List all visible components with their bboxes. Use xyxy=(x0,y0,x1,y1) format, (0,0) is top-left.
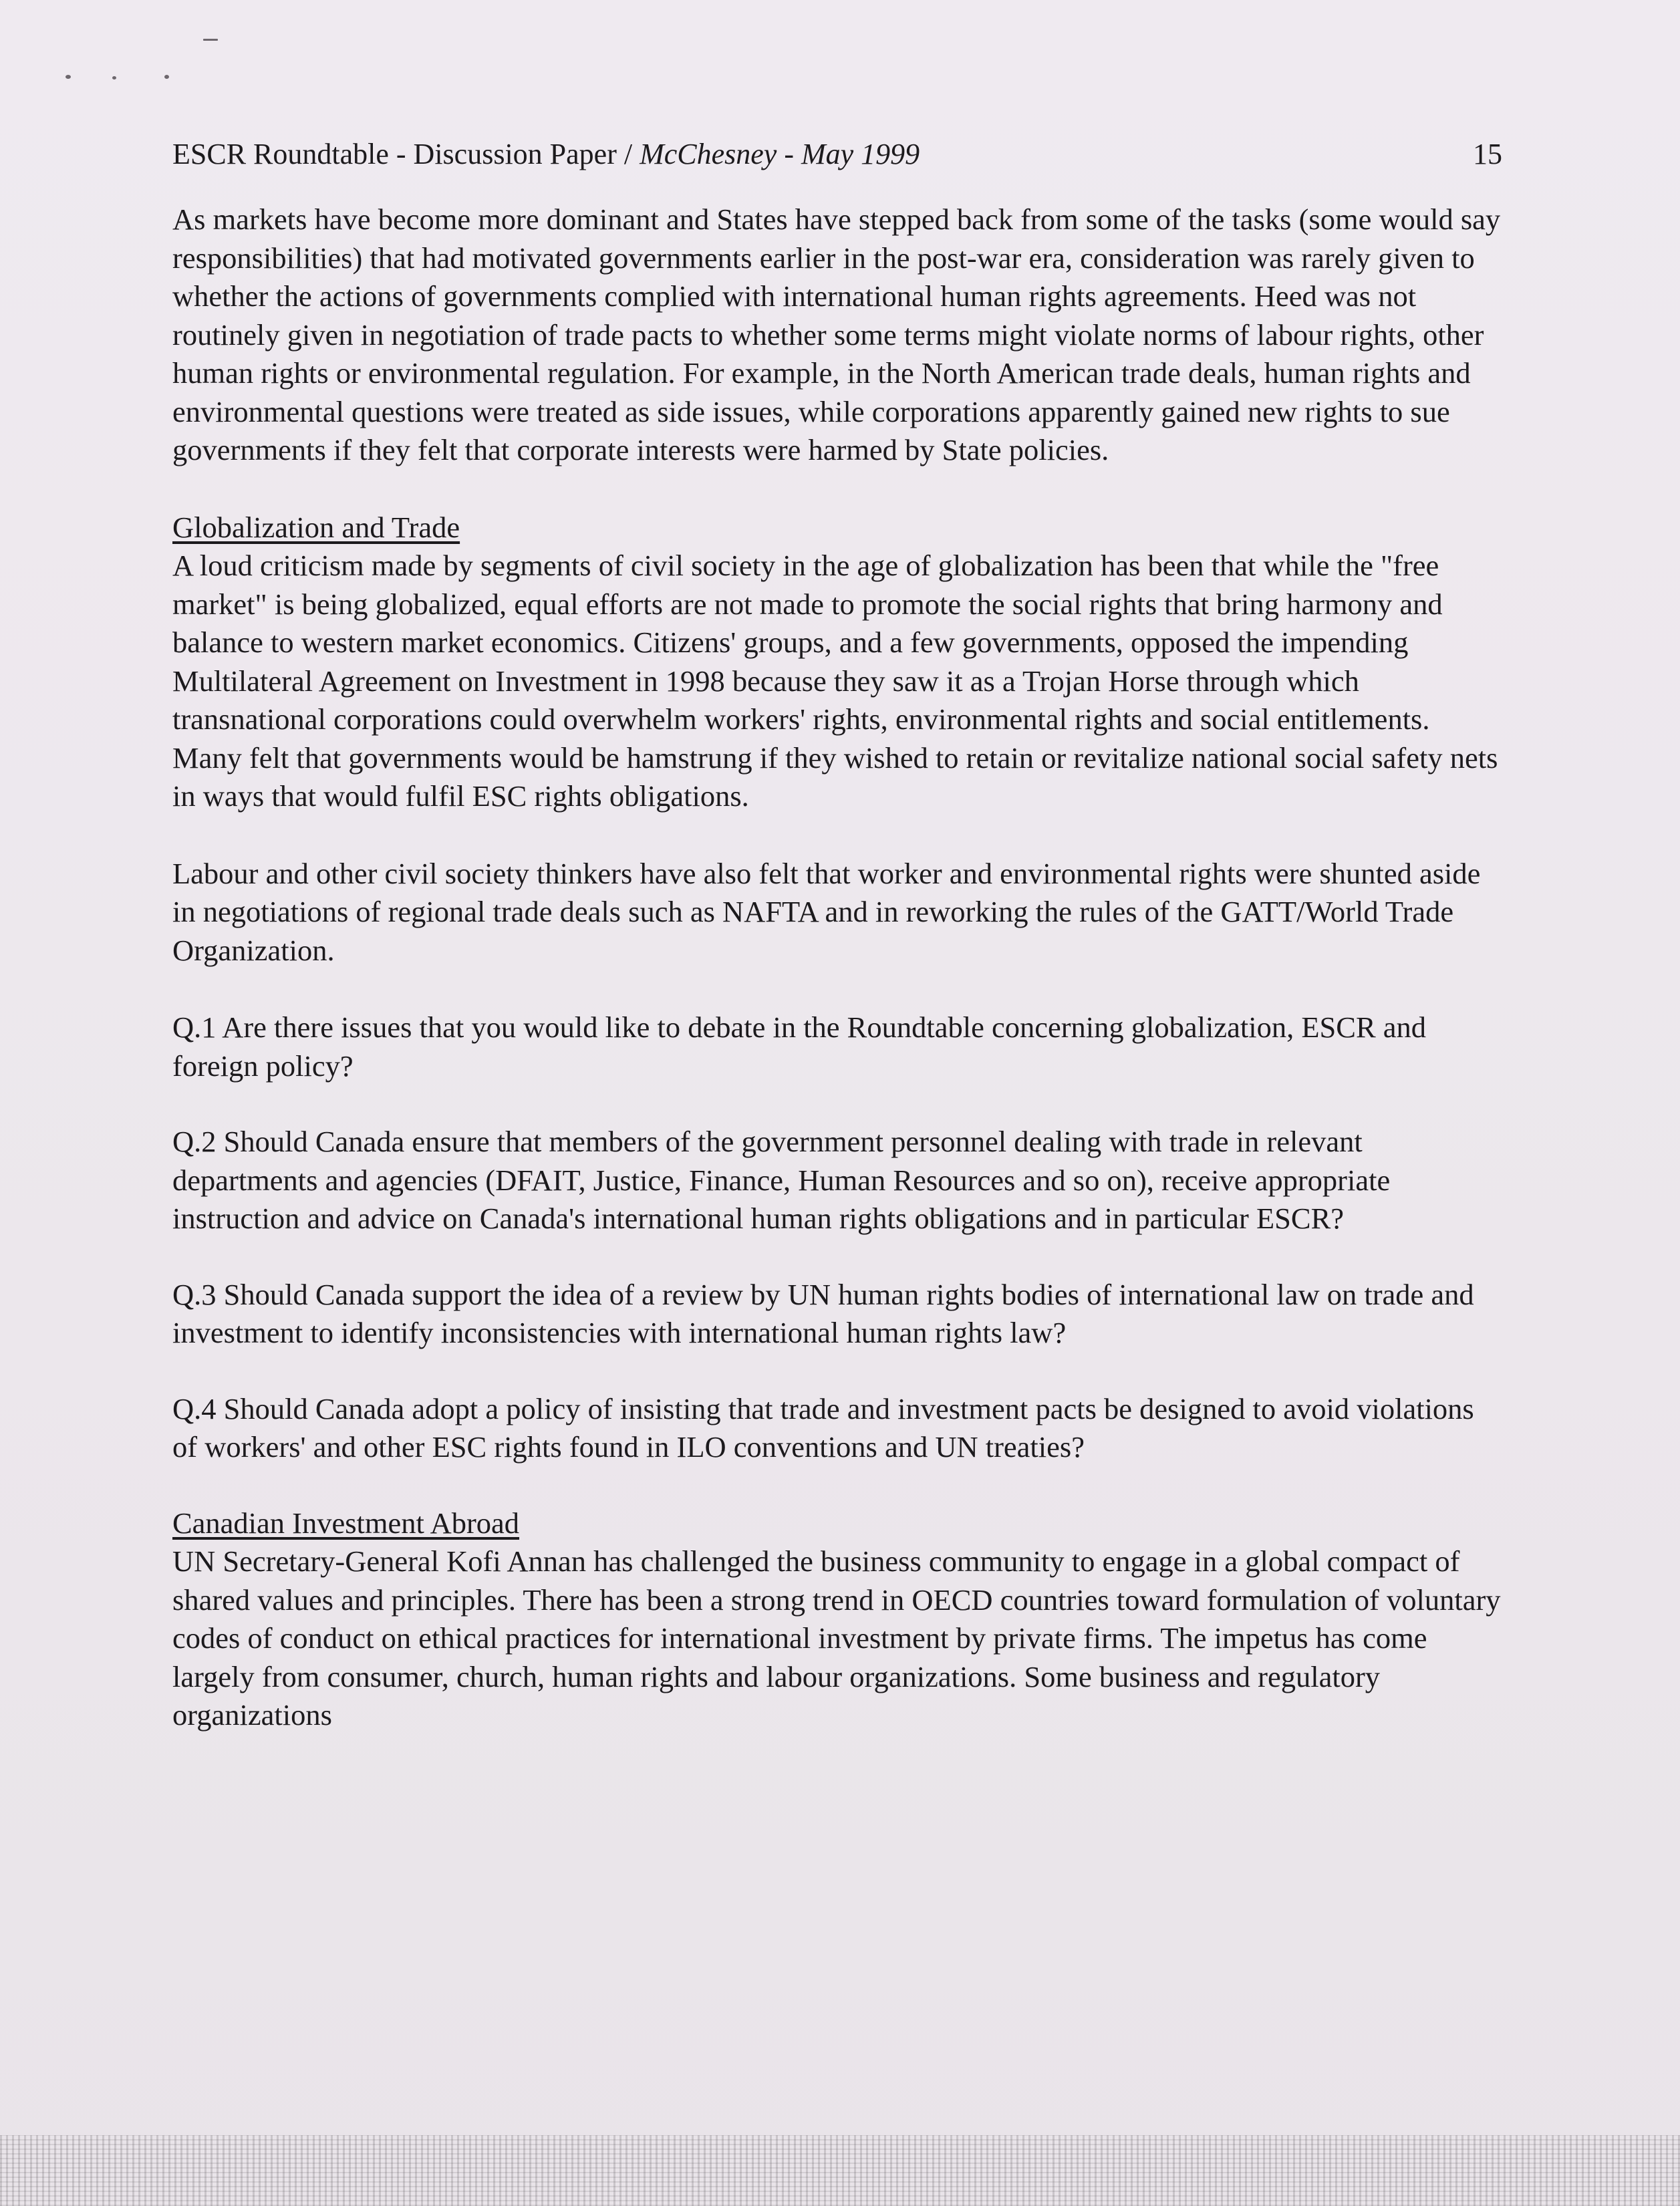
question-4: Q.4 Should Canada adopt a policy of insisting that trade and investment pacts be designed to avoid violations of workers' and other ESC rights found in ILO conventions and UN treaties? xyxy=(172,1391,1474,1464)
running-title-author-date: McChesney - May 1999 xyxy=(640,138,920,170)
page-header xyxy=(172,131,1502,178)
scan-speck xyxy=(65,75,71,79)
scan-speck xyxy=(164,75,169,79)
scan-speck xyxy=(203,39,218,41)
scan-noise-strip xyxy=(0,2135,1680,2206)
running-title xyxy=(172,131,920,178)
labour-paragraph: Labour and other civil society thinkers have also felt that worker and environmental rights were shunted aside in negotiations of regional trade deals such as NAFTA and in reworking the rules of the GATT/World Trade Organization. xyxy=(172,856,1481,967)
page-number: 15 xyxy=(1473,138,1502,170)
section-heading-globalization: Globalization and Trade xyxy=(172,510,460,544)
investment-paragraph: UN Secretary-General Kofi Annan has challenged the business community to engage in a global compact of shared values and principles. There has been a strong trend in OECD countries toward formulation of voluntary codes of conduct on ethical practices for international investment by private firms. The impetus has come largely from consumer, church, human rights and labour organizations. Some business and regulatory organizations xyxy=(172,1544,1501,1732)
section-heading-investment: Canadian Investment Abroad xyxy=(172,1506,520,1540)
running-title-text: ESCR Roundtable - Discussion Paper / xyxy=(172,138,640,170)
document-body xyxy=(172,200,1502,1735)
question-1: Q.1 Are there issues that you would like to debate in the Roundtable concerning globalization, ESCR and foreign policy? xyxy=(172,1010,1427,1083)
intro-paragraph: As markets have become more dominant and States have stepped back from some of the tasks (some would say responsibilities) that had motivated governments earlier in the post-war era, consideration was rarely given to whether the actions of governments complied with international human rights agreements. Heed was not routinely given in negotiation of trade pacts to whether some terms might violate norms of labour rights, other human rights or environmental regulation. For example, in the North American trade deals, human rights and environmental questions were treated as side issues, while corporations apparently gained new rights to sue governments if they felt that corporate interests were harmed by State policies. xyxy=(172,202,1501,466)
globalization-paragraph: A loud criticism made by segments of civil society in the age of globalization has been that while the "free market" is being globalized, equal efforts are not made to promote the social rights that bring harmony and balance to western market economics. Citizens' groups, and a few governments, opposed the impending Multilateral Agreement on Investment in 1998 because they saw it as a Trojan Horse through which transnational corporations could overwhelm workers' rights, environmental rights and social entitlements. Many felt that governments would be hamstrung if they wished to retain or revitalize national social safety nets in ways that would fulfil ESC rights obligations. xyxy=(172,549,1498,813)
question-3: Q.3 Should Canada support the idea of a review by UN human rights bodies of international law on trade and investment to identify inconsistencies with international human rights law? xyxy=(172,1277,1474,1349)
scan-speck xyxy=(112,76,116,80)
question-2: Q.2 Should Canada ensure that members of the government personnel dealing with trade in relevant departments and agencies (DFAIT, Justice, Finance, Human Resources and so on), receive appropriate instruction and advice on Canada's international human rights obligations and in particular ESCR? xyxy=(172,1125,1391,1235)
